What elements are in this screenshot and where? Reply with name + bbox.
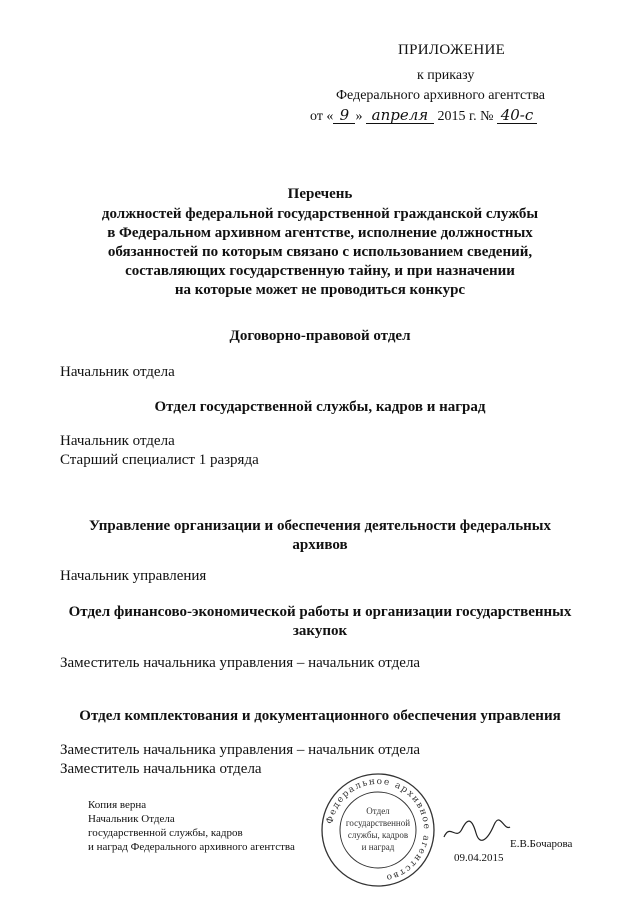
date-mid: » [355,109,363,124]
date-year: 2015 г. № [437,109,494,124]
certification-block [88,798,295,854]
stamp-center-line: Отдел [366,806,390,816]
position-item: Начальник отдела [60,433,175,449]
list-description-line: в Федеральном архивном агентстве, исполнение должностных [107,225,533,241]
order-number: 40-с [497,108,537,124]
list-description-line: должностей федеральной государственной гражданской службы [101,206,539,222]
certification-date: 09.04.2015 [454,852,504,864]
section-heading: Договорно-правовой отдел [229,328,411,344]
position-item: Заместитель начальника отдела [60,761,262,777]
date-day: 9 [333,108,355,124]
agency-name: Федерального архивного агентства [336,88,545,103]
position-item: Заместитель начальника управления – начальник отдела [60,655,421,671]
section-heading [40,517,600,555]
official-stamp [318,770,438,890]
order-date-line [310,108,537,126]
position-item: Начальник отдела [60,364,175,380]
section-heading-line: Управление организации и обеспечения деятельности федеральных [88,518,552,534]
position-item: Заместитель начальника управления – начальник отдела [60,742,421,758]
date-month: апреля [366,108,434,124]
section-heading: Отдел государственной службы, кадров и наград [154,399,486,415]
stamp-center-line: государственной [345,818,411,828]
certification-line: Начальник Отдела [88,813,175,825]
list-description-line: составляющих государственную тайну, и при назначении [125,263,515,279]
section-heading-line: архивов [292,537,348,553]
list-description [40,205,600,300]
section-heading-line: закупок [292,623,348,639]
section-heading-line: Отдел финансово-экономической работы и организации государственных [68,604,572,620]
position-item: Начальник управления [60,568,207,584]
section-heading [40,603,600,641]
stamp-center-line: и наград [361,842,395,852]
list-title: Перечень [287,186,353,202]
position-item: Старший специалист 1 разряда [60,452,259,468]
signer-name: Е.В.Бочарова [510,838,573,850]
list-description-line: на которые может не проводиться конкурс [174,282,466,298]
section-heading: Отдел комплектования и документационного обеспечения управления [79,708,561,724]
order-reference: к приказу [417,68,475,83]
stamp-ring-text: Федеральное архивное агентство [325,776,432,883]
appendix-title: ПРИЛОЖЕНИЕ [398,42,506,58]
list-description-line: обязанностей по которым связано с использованием сведений, [107,244,533,260]
stamp-center-line: службы, кадров [347,830,409,840]
signature-mark [442,815,512,845]
date-prefix: от « [310,109,334,124]
certification-line: государственной службы, кадров [88,827,243,839]
certification-line: Копия верна [88,799,147,811]
certification-line: и наград Федерального архивного агентства [88,841,295,853]
